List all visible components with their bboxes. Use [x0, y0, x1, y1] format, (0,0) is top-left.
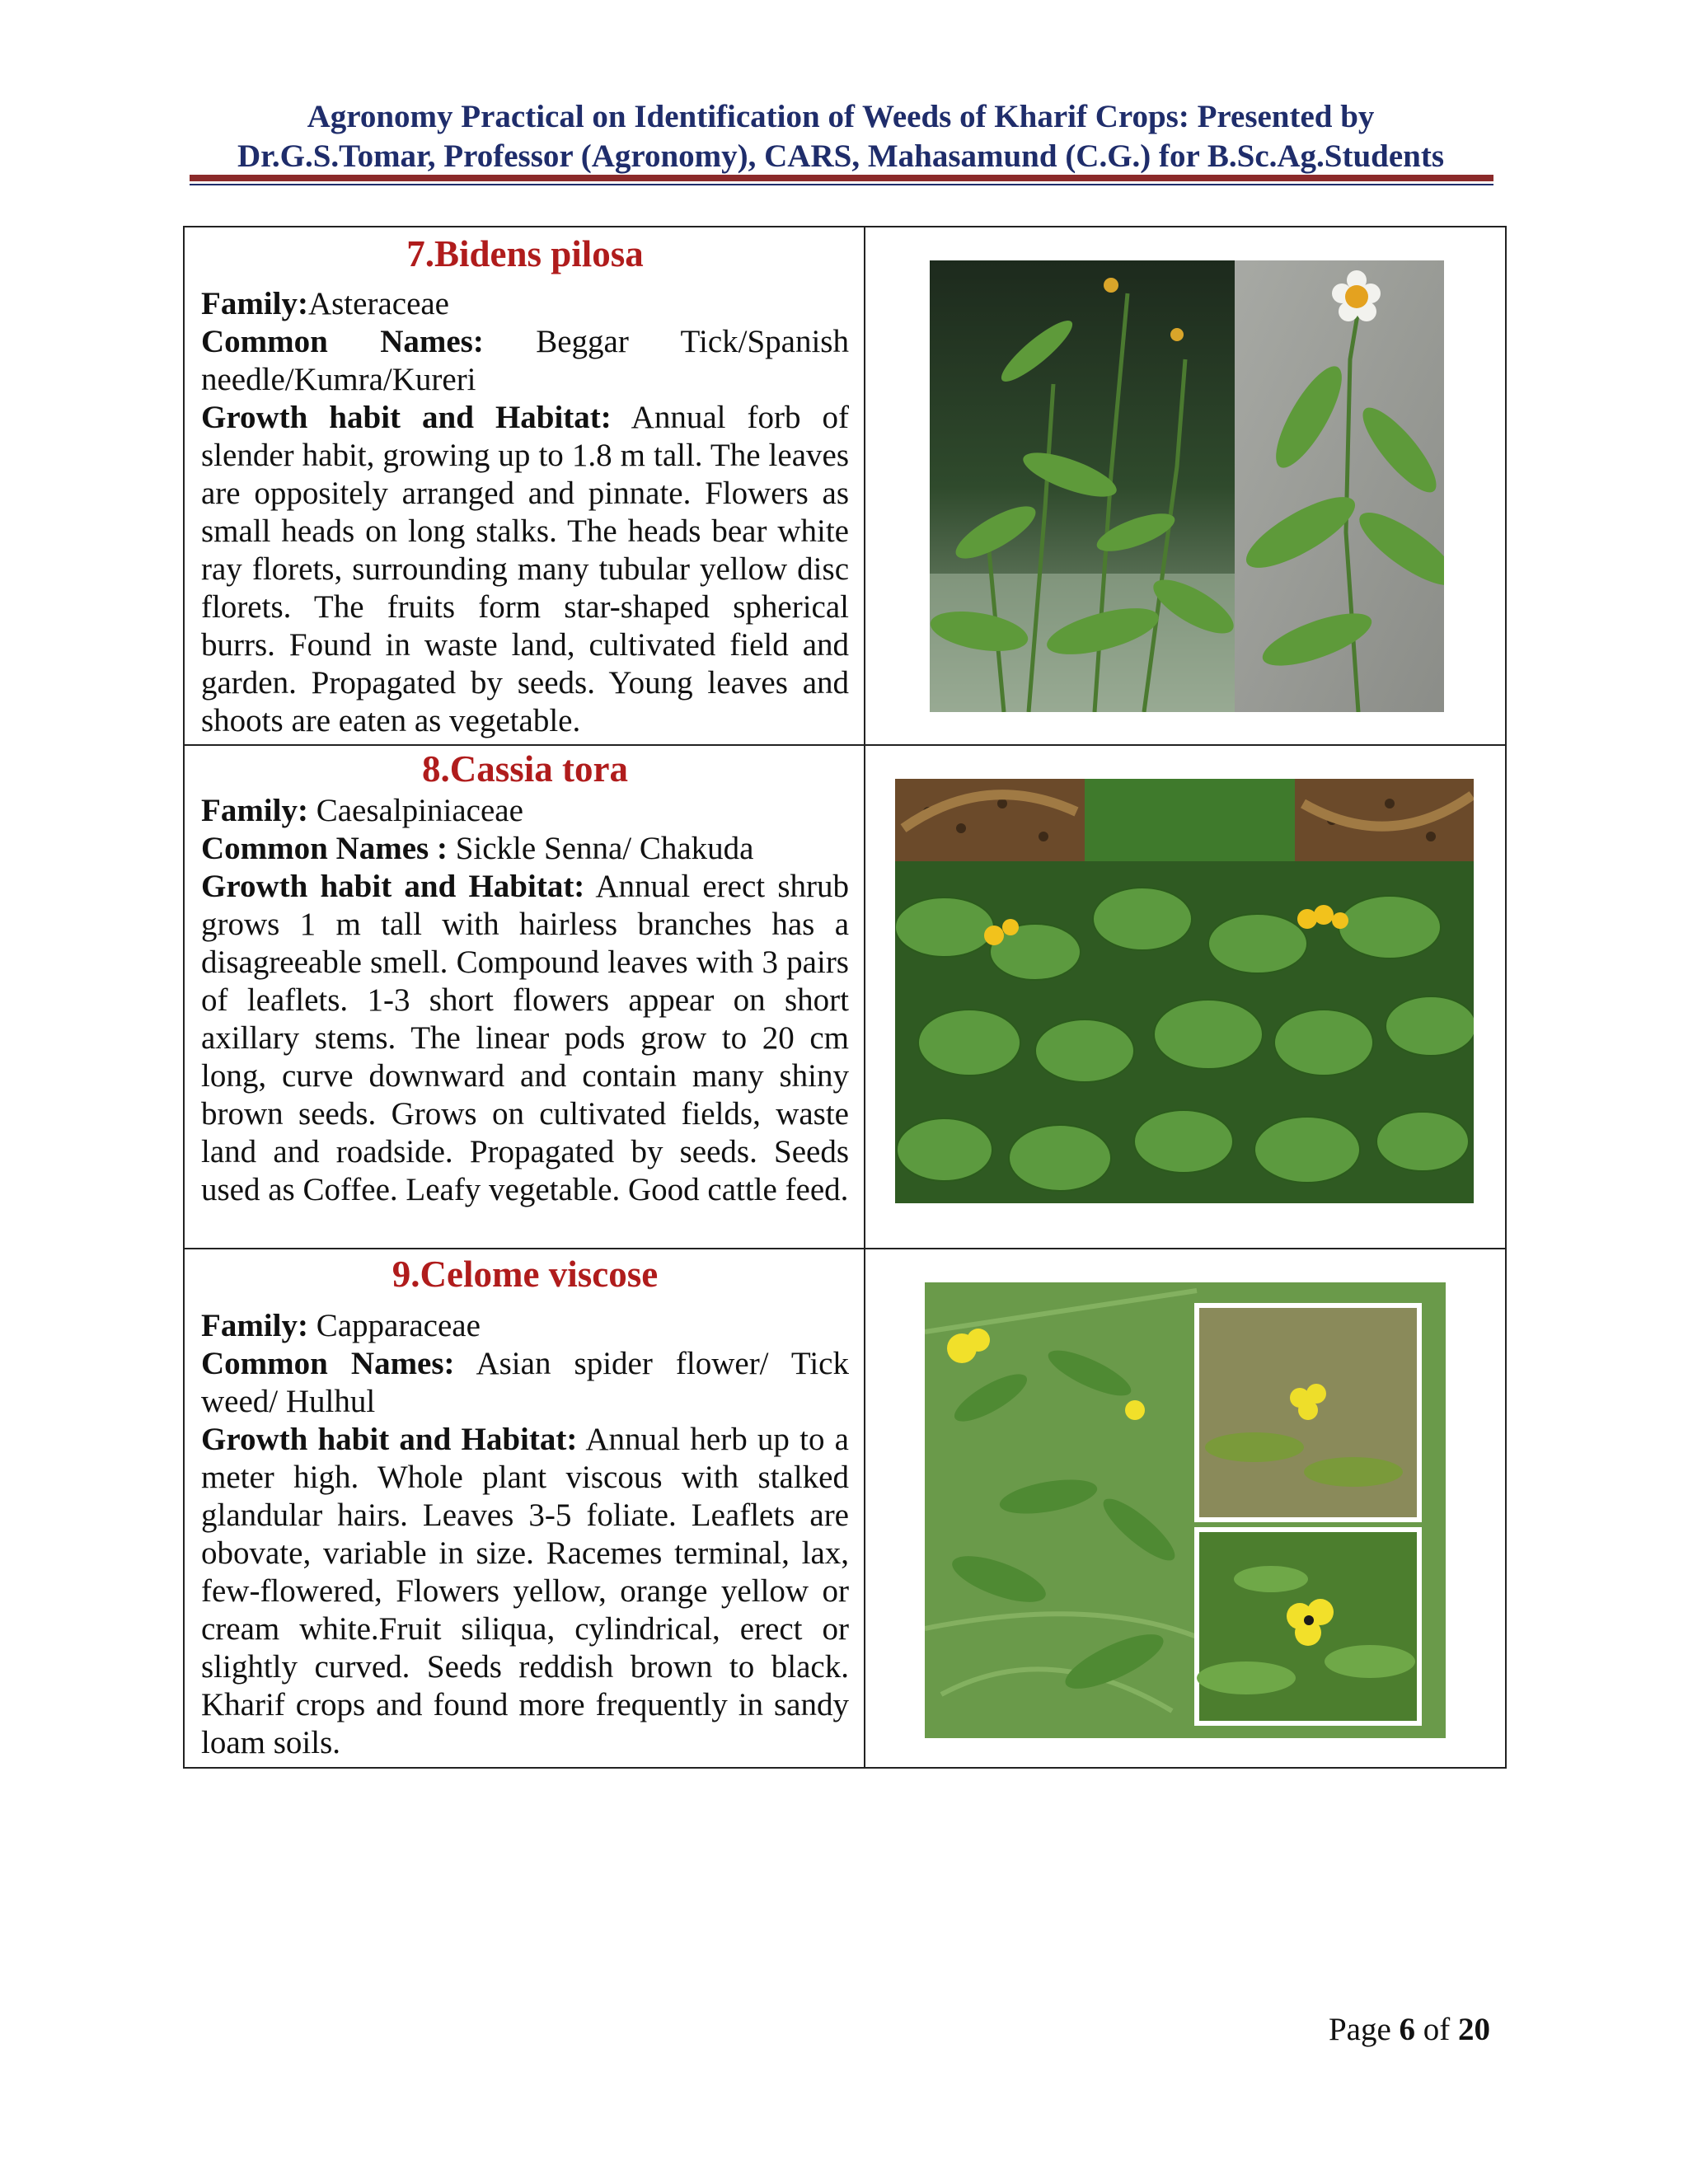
common-names-label: Common Names: — [201, 1346, 455, 1381]
family-line — [201, 285, 849, 323]
table-row — [184, 227, 1506, 745]
description-cell — [184, 1249, 865, 1768]
total-pages: 20 — [1458, 2012, 1490, 2047]
header-line-2: Dr.G.S.Tomar, Professor (Agronomy), CARS, Mahasamund (C.G.) for B.Sc.Ag.Students — [237, 138, 1445, 174]
habit-paragraph — [201, 868, 849, 1209]
weed-table — [183, 226, 1507, 1769]
family-value: Asteraceae — [307, 286, 449, 321]
table-row — [184, 745, 1506, 1249]
family-label: Family: — [201, 1308, 308, 1343]
family-value: Capparaceae — [307, 1308, 481, 1343]
current-page: 6 — [1399, 2012, 1415, 2047]
family-label: Family: — [201, 286, 308, 321]
celome-viscose-photo — [925, 1282, 1446, 1738]
habit-paragraph — [201, 399, 849, 740]
header-rule-thick — [190, 175, 1493, 181]
family-line — [201, 792, 849, 830]
habit-label: Growth habit and Habitat: — [201, 400, 612, 435]
species-title: 8.Cassia tora — [422, 748, 628, 790]
header-line-1: Agronomy Practical on Identification of Weeds of Kharif Crops: Presented by — [307, 99, 1375, 134]
habit-label: Growth habit and Habitat: — [201, 869, 585, 904]
header-rule-thin — [190, 184, 1493, 185]
bidens-pilosa-photo — [930, 260, 1444, 712]
habit-text: Annual forb of slender habit, growing up to 1.8 m tall. The leaves are oppositely arranged and pinnate. Flowers as small heads on long stalks. The heads bear white ray florets, surrounding many tubular yellow disc florets. The fruits form star-shaped spherical burrs. Found in waste land, cultivated field and garden. Propagated by seeds. Young leaves and shoots are eaten as vegetable. — [201, 400, 849, 738]
habit-paragraph — [201, 1421, 849, 1762]
photo-cell — [865, 745, 1506, 1249]
page-number — [1329, 2011, 1490, 2048]
habit-text: Annual erect shrub grows 1 m tall with hairless branches has a disagreeable smell. Compound leaves with 3 pairs of leaflets. 1-3 short flowers appear on short axillary stems. The linear pods grow to 20 cm long, curve downward and contain many shiny brown seeds. Grows on cultivated fields, waste land and roadside. Propagated by seeds. Seeds used as Coffee. Leafy vegetable. Good cattle feed. — [201, 869, 849, 1207]
common-names-line — [201, 1345, 849, 1421]
common-names-line — [201, 323, 849, 399]
common-names-value: Sickle Senna/ Chakuda — [447, 831, 754, 866]
habit-label: Growth habit and Habitat: — [201, 1422, 578, 1457]
document-header — [190, 97, 1492, 176]
of-word: of — [1415, 2012, 1458, 2047]
habit-text: Annual herb up to a meter high. Whole plant viscous with stalked glandular hairs. Leaves 3-5 foliate. Leaflets are obovate, variable in size. Racemes terminal, lax, few-flowered, Flowers yellow, orange yellow or cream white.Fruit siliqua, cylindrical, erect or slightly curved. Seeds reddish brown to black. Kharif crops and found more frequently in sandy loam soils. — [201, 1422, 849, 1760]
family-line — [201, 1307, 849, 1345]
family-label: Family: — [201, 793, 308, 828]
common-names-line — [201, 830, 849, 868]
photo-cell — [865, 1249, 1506, 1768]
cassia-tora-photo — [895, 779, 1474, 1203]
family-value: Caesalpiniaceae — [307, 793, 523, 828]
common-names-label: Common Names: — [201, 324, 484, 359]
common-names-value: Asian spider flower/ Tick weed/ Hulhul — [201, 1346, 849, 1419]
description-cell — [184, 227, 865, 745]
species-title: 7.Bidens pilosa — [406, 233, 644, 274]
table-row — [184, 1249, 1506, 1768]
description-cell — [184, 745, 865, 1249]
common-names-label: Common Names : — [201, 831, 448, 866]
species-title: 9.Celome viscose — [392, 1254, 659, 1295]
photo-cell — [865, 227, 1506, 745]
common-names-value: Beggar Tick/Spanish needle/Kumra/Kureri — [201, 324, 849, 397]
page-word: Page — [1328, 2012, 1400, 2047]
